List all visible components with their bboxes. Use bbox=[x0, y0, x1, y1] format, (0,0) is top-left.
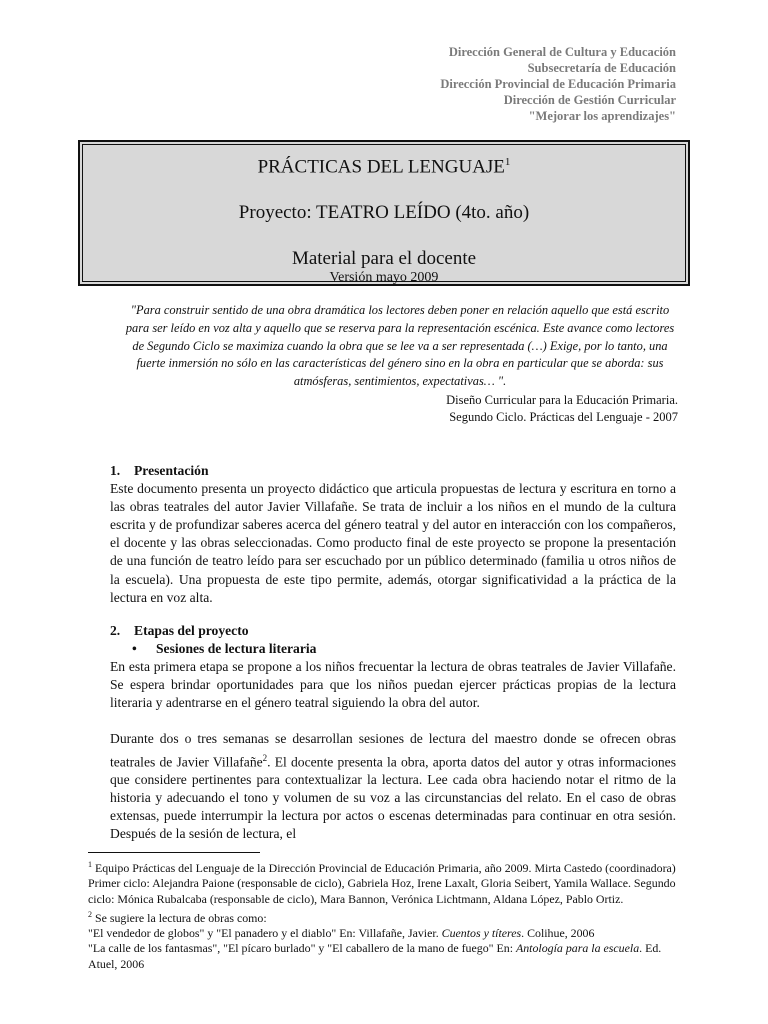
section-1-heading bbox=[110, 462, 676, 480]
header-line-direccion-general: Dirección General de Cultura y Educación bbox=[448, 45, 676, 59]
section-2-heading bbox=[110, 622, 676, 640]
footnote-2-text: Se sugiere la lectura de obras como: bbox=[92, 910, 267, 925]
citation-line-2: Segundo Ciclo. Prácticas del Lenguaje - 2007 bbox=[449, 410, 678, 425]
footnote-2-reference-1 bbox=[88, 926, 680, 941]
epigraph-quote: "Para construir sentido de una obra dramática los lectores deben poner en relación aquello que está escrito para ser leído en voz alta y aquello que se reserva para la representación escénica. Este avance como lectores de Segundo Ciclo se maximiza cuando la obra que se lee va a ser representada (…) Exige, por lo tanto, una fuerte inmersión no sólo en las características del género sino en la obra en particular que se aborda: sus atmósferas, sentimientos, expectativas… ". bbox=[125, 303, 675, 389]
header-line-direccion-provincial: Dirección Provincial de Educación Primaria bbox=[440, 77, 676, 91]
bullet-icon: • bbox=[132, 641, 137, 657]
footnote-2-ref2-a: "La calle de los fantasmas", "El pícaro burlado" y "El caballero de la mano de fuego" En: bbox=[88, 941, 516, 956]
paragraph-2-part-a: Durante dos o tres semanas se desarrollan sesiones de lectura del maestro donde se ofrecen obras teatrales de Javier Villafañe bbox=[110, 731, 676, 770]
section-etapas bbox=[110, 622, 676, 844]
citation-line-1: Diseño Curricular para la Educación Primaria. bbox=[446, 393, 678, 407]
paragraph-2-footnote-mark: 2 bbox=[262, 752, 268, 763]
footnotes bbox=[88, 857, 680, 972]
project-title: Proyecto: TEATRO LEÍDO (4to. año) bbox=[238, 202, 530, 224]
footnote-2-ref1-book: Cuentos y títeres bbox=[441, 926, 522, 941]
epigraph-citation bbox=[446, 392, 678, 427]
footnote-1-text: Equipo Prácticas del Lenguaje de la Dirección Provincial de Educación Primaria, año 2009. Mirta Castedo (coordinadora) Primer ciclo: Alejandra Paione (responsable de ciclo), Gabriela Hoz, Irene Laxalt, Gloria Seibert, Yamila Wallace. Segundo ciclo: Mónica Rubalcaba (responsable de ciclo), Mara Bannon, Verónica Lichtmann, Aldana López, Pablo Ortiz. bbox=[88, 860, 676, 906]
paragraph-2-part-b: . El docente presenta la obra, aporta datos del autor y otras informaciones que considere pertinentes para contextualizar la lectura. Lee cada obra haciendo notar el ritmo de la historia y adecuando el tono y volumen de su voz a las circunstancias del relato. En el caso de obras extensas, puede interrumpir la lectura por actos o escenas determinadas para continuar en otra sesión. Después de la sesión de lectura, el bbox=[110, 754, 676, 842]
document-title bbox=[83, 145, 685, 178]
footnote-2-ref2-b: . Ed. Atuel, 2006 bbox=[88, 941, 662, 971]
footnote-2-mark: 2 bbox=[88, 909, 92, 919]
section-1-heading-text: Presentación bbox=[134, 463, 209, 478]
footnote-2-ref2-book: Antología para la escuela bbox=[515, 941, 640, 956]
section-2-number: 2. bbox=[110, 623, 121, 638]
subheading-sesiones bbox=[110, 640, 676, 658]
footnote-1-mark: 1 bbox=[88, 860, 92, 869]
section-2-paragraph-1: En esta primera etapa se propone a los niños frecuentar la lectura de obras teatrales de Javier Villafañe. Se espera brindar oportunidades para que los niños puedan ejercer prácticas propias de la lectura literaria y adentrarse en el género teatral siguiendo la obra del autor. bbox=[110, 659, 676, 711]
title-footnote-mark: 1 bbox=[504, 156, 511, 168]
header-line-subsecretaria: Subsecretaría de Educación bbox=[527, 61, 676, 75]
header-line-motto: "Mejorar los aprendizajes" bbox=[528, 109, 676, 123]
title-box-inner bbox=[82, 144, 686, 286]
header-line-direccion-gestion: Dirección de Gestión Curricular bbox=[503, 93, 676, 107]
subheading-sesiones-text: Sesiones de lectura literaria bbox=[156, 641, 317, 657]
footnote-1 bbox=[88, 857, 680, 907]
section-1-number: 1. bbox=[110, 463, 121, 478]
title-box bbox=[78, 140, 690, 286]
section-1-paragraph: Este documento presenta un proyecto didáctico que articula propuestas de lectura y escritura en torno a las obras teatrales del autor Javier Villafañe. Se trata de incluir a los niños en el mundo de la cultura escrita y de profundizar saberes acerca del género teatral y del autor en interacción con los compañeros, el docente y las obras seleccionadas. Como producto final de este proyecto se propone la presentación de una función de teatro leído para ser escuchado por un público determinado (familia u otros niños de la escuela). Una propuesta de este tipo permite, además, otorgar significatividad a la práctica de la lectura en voz alta. bbox=[110, 481, 676, 605]
document-header bbox=[440, 44, 676, 124]
footnote-2-reference-2 bbox=[88, 941, 680, 972]
footnote-2-ref1-a: "El vendedor de globos" y "El panadero y el diablo" En: Villafañe, Javier. bbox=[88, 926, 442, 941]
version-label: Versión mayo 2009 bbox=[329, 270, 439, 286]
footnote-2-ref1-b: . Colihue, 2006 bbox=[521, 926, 595, 941]
section-2-heading-text: Etapas del proyecto bbox=[134, 623, 249, 638]
paragraph-spacer bbox=[110, 712, 676, 730]
footnote-2 bbox=[88, 907, 680, 926]
document-title-text: PRÁCTICAS DEL LENGUAJE bbox=[257, 156, 505, 178]
section-2-paragraph-2 bbox=[110, 730, 676, 843]
footnote-separator bbox=[88, 852, 260, 853]
section-presentacion bbox=[110, 462, 676, 607]
material-title: Material para el docente bbox=[291, 248, 477, 270]
